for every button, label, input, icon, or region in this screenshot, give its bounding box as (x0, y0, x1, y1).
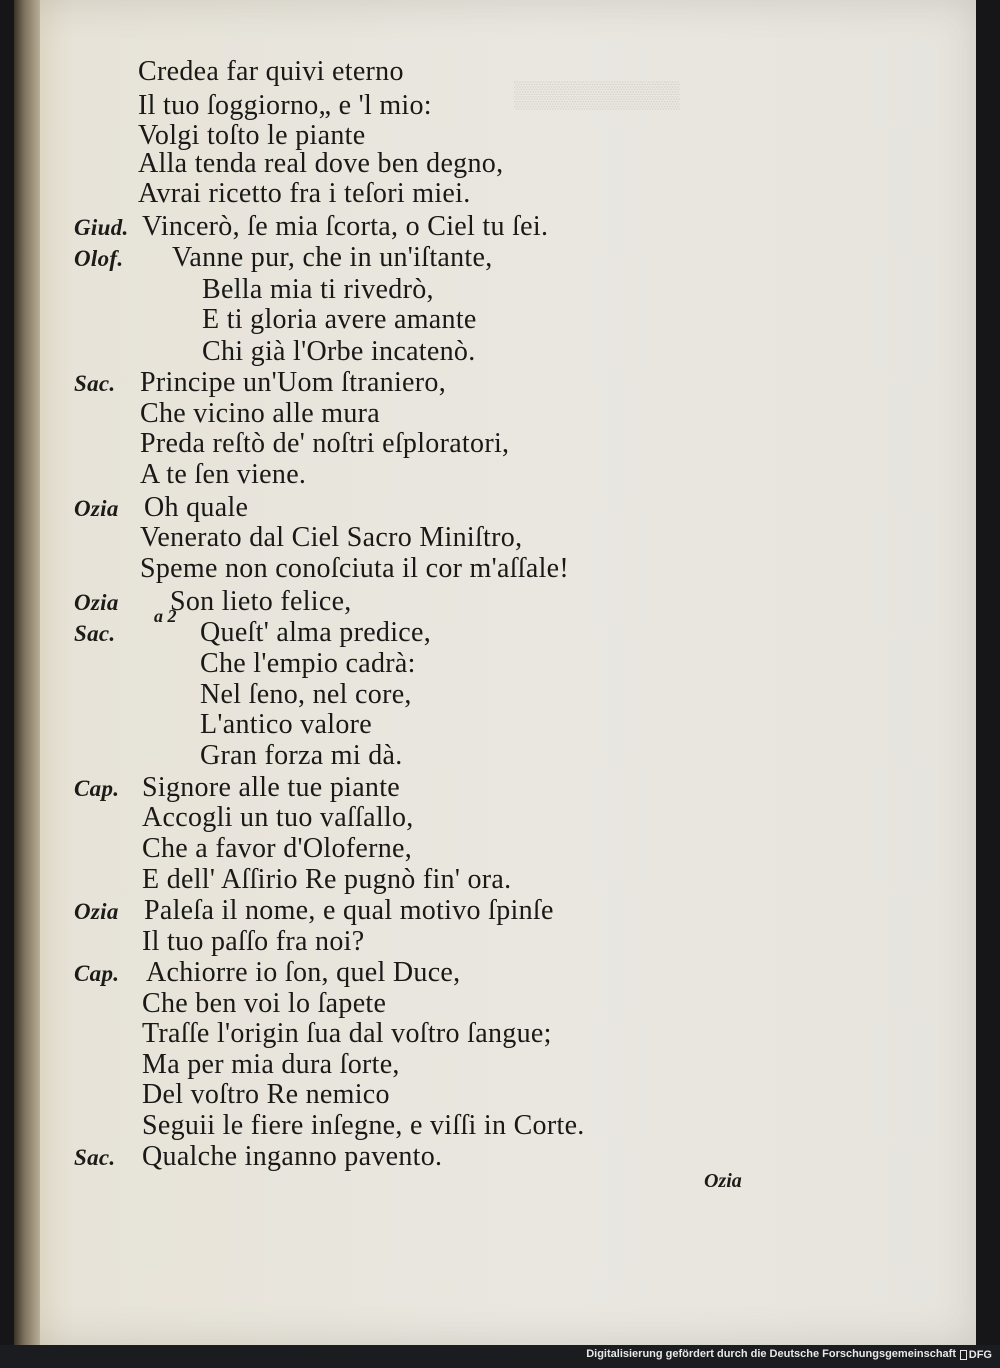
funding-credit: Digitalisierung gefördert durch die Deutsche Forschungsgemeinschaft (586, 1348, 956, 1360)
speaker-label: Ozia (74, 590, 119, 615)
footer-bar (0, 1345, 1000, 1368)
a2-mark: a 2 (154, 606, 177, 626)
speaker-label: Cap. (74, 961, 120, 986)
book-page: ▒▒▒▒▒▒▒▒▒ Credea far quivi eterno Il tuo ſoggiorno„ e 'l mio: Volgi toſto le piante Alla tenda real dove ben degno, Avrai ricetto fra i teſori miei. Giud. Vincerò, ſe mia ſcorta, o Ciel tu ſei. Olof. Vanne pur, che in un'iſtante, Bella mia ti rivedrò, E ti gloria avere amante Chi già l'Orbe incatenò. Sac. Principe un'Uom ſtraniero, Che vicino alle mura Preda reſtò de' noſtri eſploratori, A te ſen viene. Ozia Oh quale Venerato dal Ciel Sacro Miniſtro, Speme non conoſciuta il cor m'aſſale! Ozia Son lieto felice, Sac. Queſt' alma predice, Che l'empio cadrà: Nel ſeno, nel core, L'antico valore Gran forza mi dà. Cap. Signore alle tue piante Accogli un tuo vaſſallo, Che a favor d'Oloferne, E dell' Aſſirio Re pugnò fin' ora. Ozia Paleſa il nome, e qual motivo ſpinſe Il tuo paſſo fra noi? Cap. Achiorre io ſon, quel Duce, Che ben voi lo ſapete Traſſe l'origin ſua dal voſtro ſangue; Ma per mia dura ſorte, Del voſtro Re nemico Seguii le fiere inſegne, e viſſi in Corte. Sac. Qualche inganno pavento. a 2 Ozia (14, 0, 976, 1345)
speaker-label: Giud. (74, 215, 129, 240)
speaker-label: Cap. (74, 776, 120, 801)
speaker-label: Olof. (74, 246, 124, 271)
bleed-through: ▒▒▒▒▒▒▒▒▒ (514, 80, 680, 109)
dfg-logo-icon (960, 1350, 967, 1360)
speaker-label: Ozia (74, 496, 119, 521)
speaker-label: Sac. (74, 371, 116, 396)
speaker-label: Sac. (74, 1145, 116, 1170)
catchword: Ozia (704, 1170, 742, 1192)
dfg-logo-text: DFG (968, 1349, 992, 1361)
dfg-logo (960, 1348, 992, 1362)
speaker-label: Ozia (74, 899, 119, 924)
page-gutter (14, 0, 40, 1345)
speaker-label: Sac. (74, 621, 116, 646)
